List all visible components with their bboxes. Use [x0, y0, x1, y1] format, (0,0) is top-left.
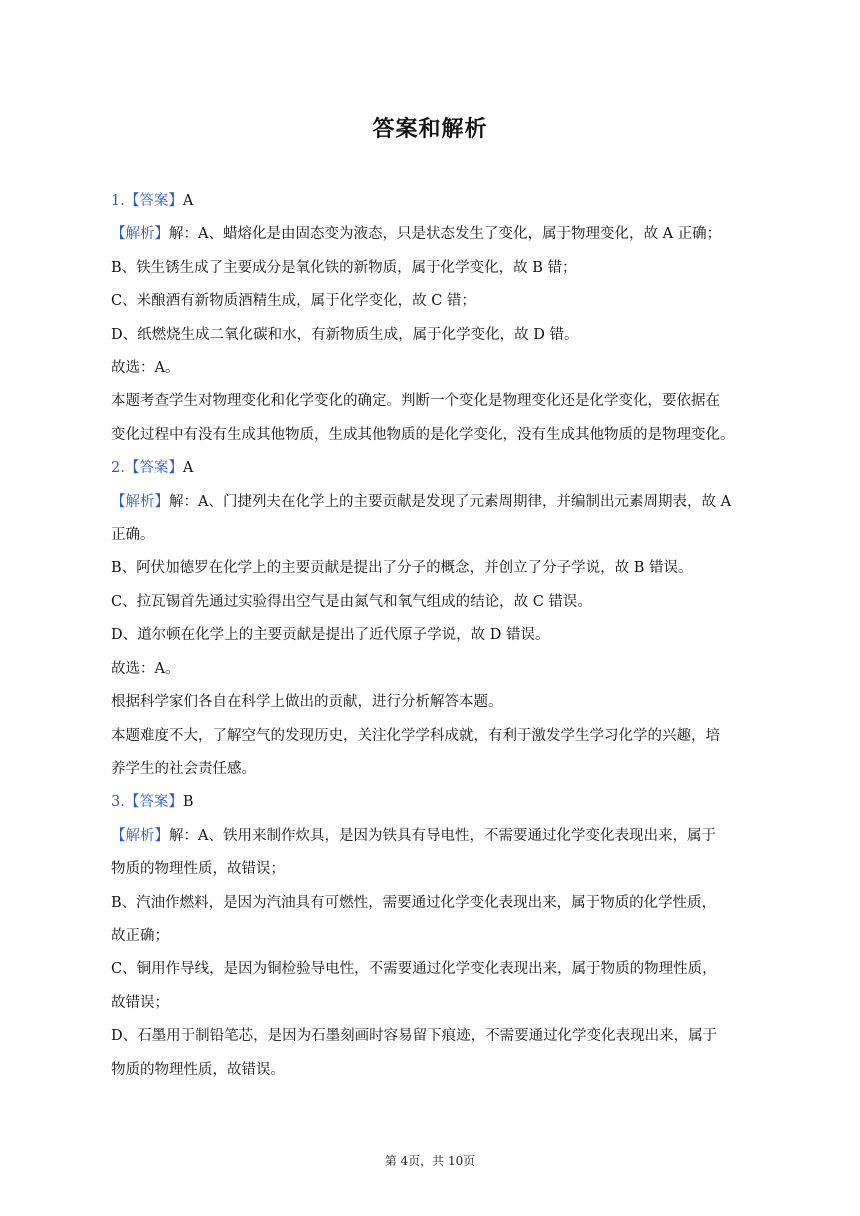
q2-number: 2.	[111, 460, 125, 477]
q2-comment-line-2: 本题难度不大，了解空气的发现历史，关注化学学科成就，有利于激发学生学习化学的兴趣，培	[111, 727, 720, 744]
q2-answer: A	[182, 460, 194, 477]
q3-analysis-line-4: 故正确；	[111, 927, 169, 944]
q2-answer-line	[111, 452, 751, 485]
q1-choice-line: 故选：A。	[111, 360, 180, 377]
q1-analysis-line-2: B、铁生锈生成了主要成分是氧化铁的新物质，属于化学变化，故 B 错；	[111, 259, 577, 276]
q2-choice-line: 故选：A。	[111, 660, 180, 677]
q3-analysis-line-2: 物质的物理性质，故错误；	[111, 861, 285, 878]
q2-analysis-line-3: B、阿伏加德罗在化学上的主要贡献是提出了分子的概念，并创立了分子学说，故 B 错误。	[111, 560, 693, 577]
q3-answer-tag: 【答案】	[124, 794, 183, 811]
q3-number: 3.	[111, 794, 125, 811]
q3-analysis-line-7: D、石墨用于制铅笔芯，是因为石墨刻画时容易留下痕迹，不需要通过化学变化表现出来，属于	[111, 1028, 718, 1045]
q2-analysis-line-4: C、拉瓦锡首先通过实验得出空气是由氮气和氧气组成的结论，故 C 错误。	[111, 593, 592, 610]
q3-analysis-line-8: 物质的物理性质，故错误。	[111, 1061, 285, 1078]
q3-analysis-tag: 【解析】	[111, 827, 169, 844]
q2-analysis-text: 解：A、门捷列夫在化学上的主要贡献是发现了元素周期律，并编制出元素周期表，故 A	[169, 493, 732, 510]
q1-answer-line	[111, 185, 751, 218]
answer-content	[111, 185, 751, 1087]
q1-answer: A	[182, 193, 194, 209]
q2-analysis-line-1	[111, 486, 751, 519]
q1-number: 1.	[111, 193, 125, 209]
q3-analysis-line-6: 故错误；	[111, 994, 169, 1011]
q2-answer-tag: 【答案】	[124, 460, 183, 477]
q1-analysis-line-3: C、米酿酒有新物质酒精生成，属于化学变化，故 C 错；	[111, 293, 476, 310]
q3-analysis-text: 解：A、铁用来制作炊具，是因为铁具有导电性，不需要通过化学变化表现出来，属于	[169, 827, 716, 844]
q3-answer-line	[111, 786, 751, 819]
page-footer: 第 4页，共 10页	[384, 1154, 476, 1168]
page-title: 答案和解析	[372, 117, 488, 142]
q1-comment-line-1: 本题考查学生对物理变化和化学变化的确定。判断一个变化是物理变化还是化学变化，要依据在	[111, 393, 720, 410]
q2-analysis-line-5: D、道尔顿在化学上的主要贡献是提出了近代原子学说，故 D 错误。	[111, 627, 550, 644]
q2-comment-line-3: 养学生的社会责任感。	[111, 760, 256, 777]
q2-analysis-tag: 【解析】	[111, 493, 169, 510]
q1-comment-line-2: 变化过程中有没有生成其他物质，生成其他物质的是化学变化，没有生成其他物质的是物理变化。	[111, 426, 735, 443]
q1-analysis-text: 解：A、蜡熔化是由固态变为液态，只是状态发生了变化，属于物理变化，故 A 正确；	[169, 226, 722, 243]
q3-answer: B	[182, 794, 194, 811]
q1-analysis-line-1	[111, 218, 751, 251]
q3-analysis-line-3: B、汽油作燃料，是因为汽油具有可燃性，需要通过化学变化表现出来，属于物质的化学性质，	[111, 894, 717, 911]
q3-analysis-line-5: C、铜用作导线，是因为铜检验导电性，不需要通过化学变化表现出来，属于物质的物理性质，	[111, 961, 717, 978]
q1-analysis-line-4: D、纸燃烧生成二氧化碳和水，有新物质生成，属于化学变化，故 D 错。	[111, 326, 579, 343]
q2-analysis-line-2: 正确。	[111, 527, 155, 544]
q1-answer-tag: 【答案】	[124, 193, 183, 209]
q3-analysis-line-1	[111, 820, 751, 853]
q2-comment-line-1: 根据科学家们各自在科学上做出的贡献，进行分析解答本题。	[111, 694, 503, 711]
q1-analysis-tag: 【解析】	[111, 226, 169, 243]
